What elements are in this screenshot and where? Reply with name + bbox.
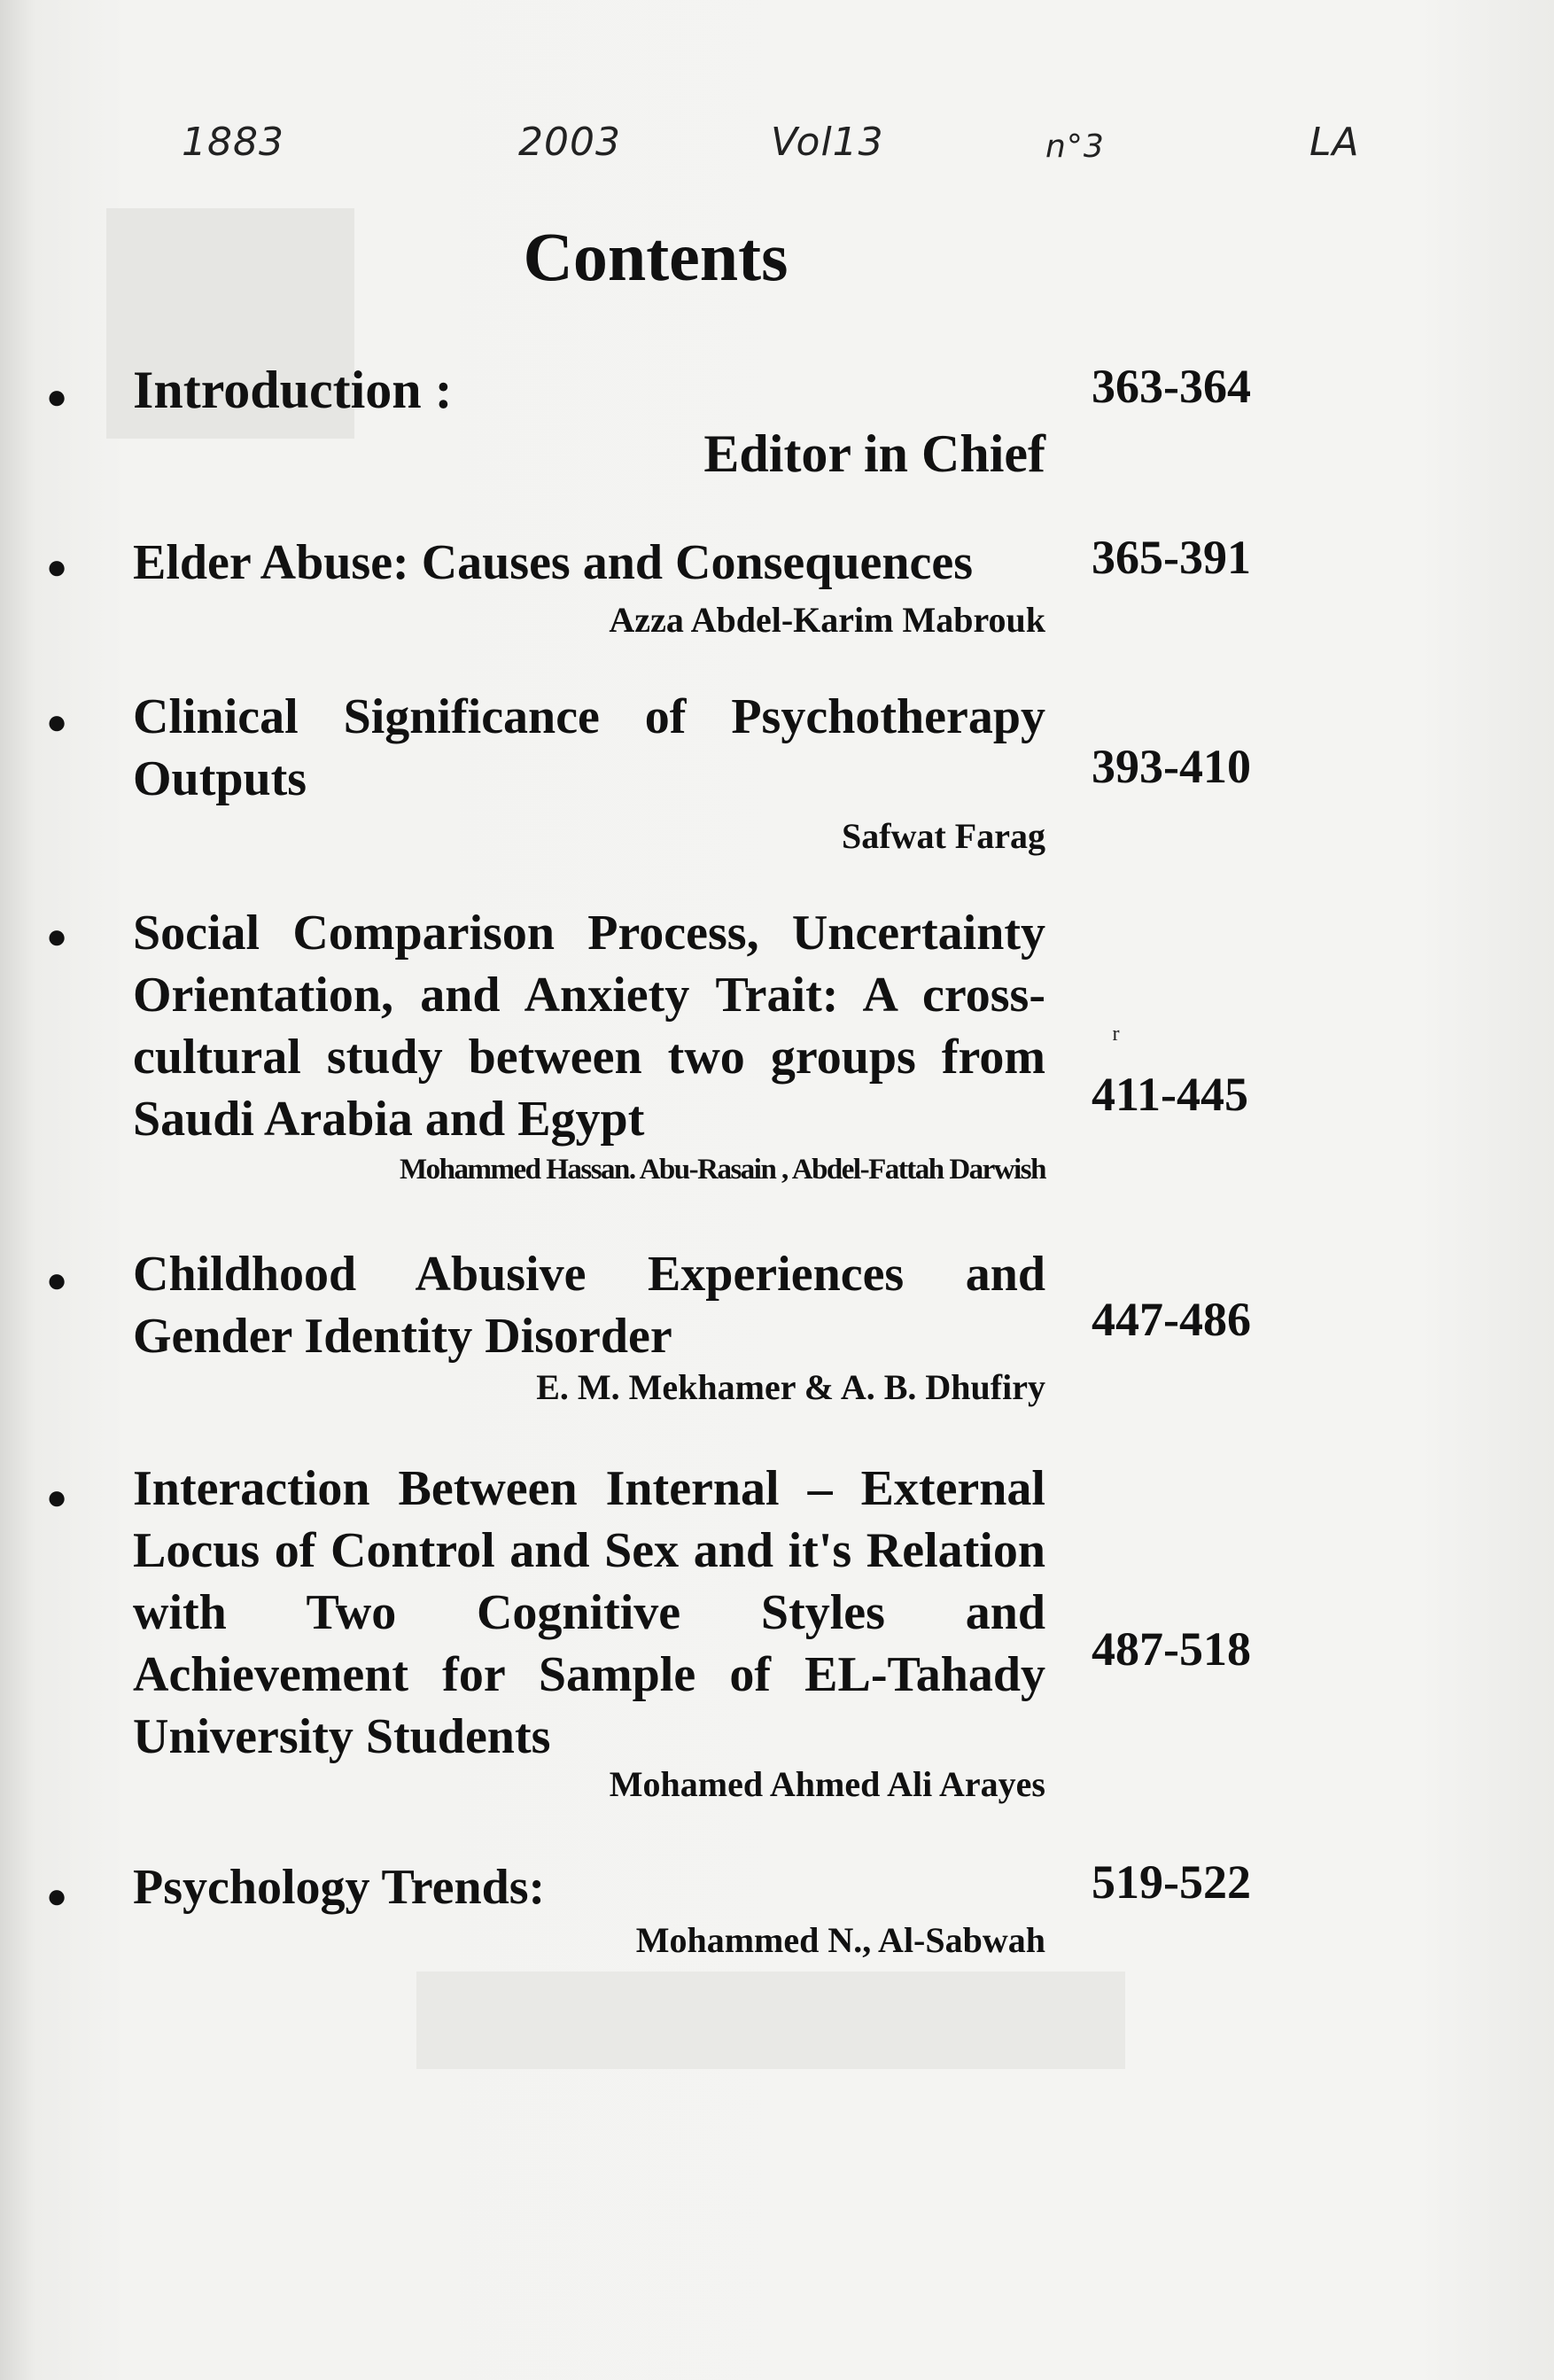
entry-title: Elder Abuse: Causes and Consequences [133, 535, 974, 590]
entry-title: Interaction Between Internal – External Locus of Control and Sex and it's Relation with Two Cognitive Styles and Achievement for Sample of EL-Tahady University Students [133, 1461, 1045, 1764]
pen-mark-icon: ʳ [1112, 1018, 1120, 1058]
entry-title: Social Comparison Process, Uncertainty Orientation, and Anxiety Trait: A cross-cultural study between two groups from Saudi Arabia and Egypt [133, 906, 1045, 1147]
bullet-icon: ● [46, 1260, 68, 1300]
bullet-icon: ● [46, 1876, 68, 1916]
entry-author: Mohammed N., Al-Sabwah [635, 1920, 1045, 1960]
bullet-icon: ● [46, 916, 68, 956]
entry-pages: 393-410 [1092, 740, 1251, 793]
entry-pages: 487-518 [1092, 1622, 1251, 1676]
handwritten-year: 2003 [518, 120, 621, 165]
entry-title: Clinical Significance of Psychotherapy Outputs [133, 689, 1045, 806]
entry-author: Mohammed Hassan. Abu-Rasain , Abdel-Fattah Darwish [399, 1154, 1045, 1186]
entry-pages: 447-486 [1092, 1293, 1251, 1346]
bullet-icon: ● [46, 547, 68, 587]
handwritten-volume: Vol13 [771, 120, 884, 165]
entry-author: Safwat Farag [842, 816, 1045, 856]
entry-author: E. M. Mekhamer & A. B. Dhufiry [536, 1367, 1045, 1407]
entry-pages: 363-364 [1092, 360, 1251, 413]
bullet-icon: ● [46, 702, 68, 742]
handwritten-mark: LA [1309, 120, 1360, 165]
bullet-icon: ● [46, 1477, 68, 1517]
bleed-through-watermark [416, 1972, 1125, 2069]
entry-title: Psychology Trends: [133, 1860, 546, 1915]
entry-author: Editor in Chief [703, 424, 1045, 483]
page-title: Contents [523, 218, 789, 295]
bullet-icon: ● [46, 377, 68, 416]
entry-pages: 411-445 [1092, 1068, 1249, 1121]
entry-author: Azza Abdel-Karim Mabrouk [609, 600, 1045, 640]
entry-title: Childhood Abusive Experiences and Gender Identity Disorder [133, 1247, 1045, 1364]
entry-pages: 519-522 [1092, 1855, 1251, 1909]
handwritten-issn: 1883 [182, 120, 284, 165]
entry-author: Mohamed Ahmed Ali Arayes [609, 1764, 1045, 1804]
entry-title: Introduction : [133, 361, 453, 419]
handwritten-number: n°3 [1045, 128, 1105, 165]
entry-pages: 365-391 [1092, 531, 1251, 584]
